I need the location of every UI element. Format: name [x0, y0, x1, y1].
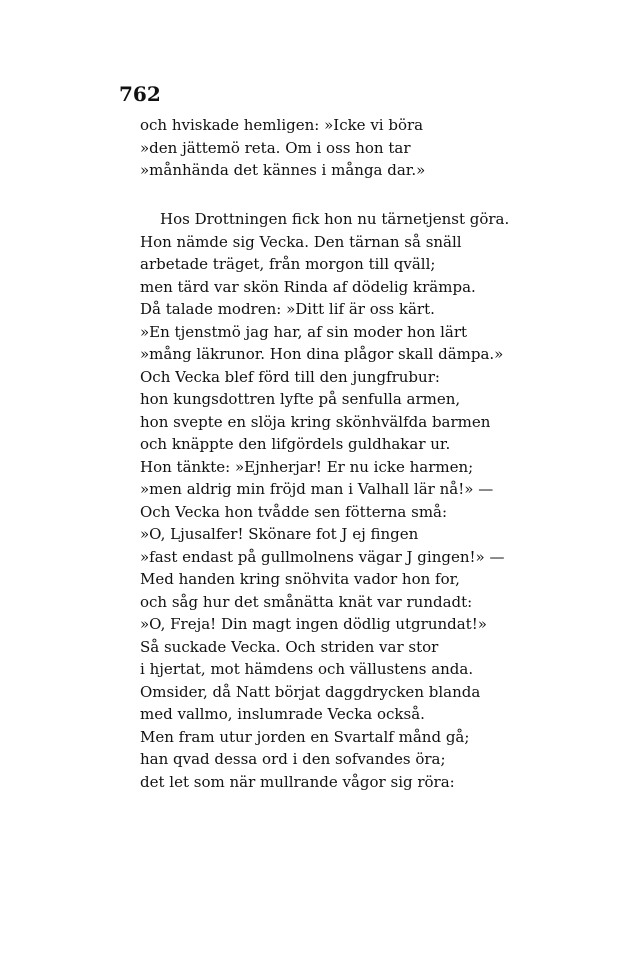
poem-line: med vallmo, inslumrade Vecka också. [140, 705, 425, 723]
poem-line: »En tjenstmö jag har, af sin moder hon lärt [140, 322, 468, 341]
poem-line: »fast endast på gullmolnens vägar J gingen!» — [140, 547, 505, 566]
poem-line: i hjertat, mot hämdens och vällustens anda. [140, 660, 474, 678]
poem-line: »månhända det kännes i många dar.» [140, 161, 426, 179]
page-number: 762 [119, 82, 161, 106]
poem-line: »mång läkrunor. Hon dina plågor skall dämpa.» [140, 345, 504, 363]
poem-line: men tärd var skön Rinda af dödelig krämpa. [140, 277, 476, 296]
poem-line: hon svepte en slöja kring skönhvälfda barmen [140, 412, 491, 431]
poem-line: och knäppte den lifgördels guldhakar ur. [140, 435, 451, 453]
poem-line: och hviskade hemligen: »Icke vi böra [140, 116, 424, 134]
poem-line: Och Vecka hon tvådde sen fötterna små: [140, 502, 448, 521]
poem-line: Med handen kring snöhvita vador hon for, [140, 570, 460, 588]
poem-line: Hon tänkte: »Ejnherjar! Er nu icke harmen; [140, 457, 474, 476]
poem-line: det let som när mullrande vågor sig röra: [140, 772, 455, 791]
poem-line: Hos Drottningen fick hon nu tärnetjenst göra. [160, 210, 510, 228]
poem-line: »den jättemö reta. Om i oss hon tar [140, 138, 411, 157]
poem-line: och såg hur det smånätta knät var rundadt: [140, 592, 473, 611]
stanza-2 [140, 208, 520, 793]
poem-line: »O, Freja! Din magt ingen dödlig utgrundat!» [140, 615, 487, 633]
poem-line: hon kungsdottren lyfte på senfulla armen, [140, 390, 461, 408]
poem-line: Så suckade Vecka. Och striden var stor [140, 637, 439, 656]
poem-line: »men aldrig min fröjd man i Valhall lär nå!» — [140, 480, 494, 498]
poem-line: han qvad dessa ord i den sofvandes öra; [140, 750, 446, 768]
poem-line: Hon nämde sig Vecka. Den tärnan så snäll [140, 232, 462, 251]
poem-line: Och Vecka blef förd till den jungfrubur: [140, 367, 440, 386]
poem-line: »O, Ljusalfer! Skönare fot J ej fingen [140, 525, 419, 543]
poem-line: Då talade modren: »Ditt lif är oss kärt. [140, 300, 435, 318]
poem-line: arbetade träget, från morgon till qväll; [140, 255, 436, 273]
poem-line: Men fram utur jorden en Svartalf månd gå; [140, 727, 470, 746]
poem-line: Omsider, då Natt börjat daggdrycken blanda [140, 682, 481, 701]
stanza-1 [140, 114, 520, 182]
